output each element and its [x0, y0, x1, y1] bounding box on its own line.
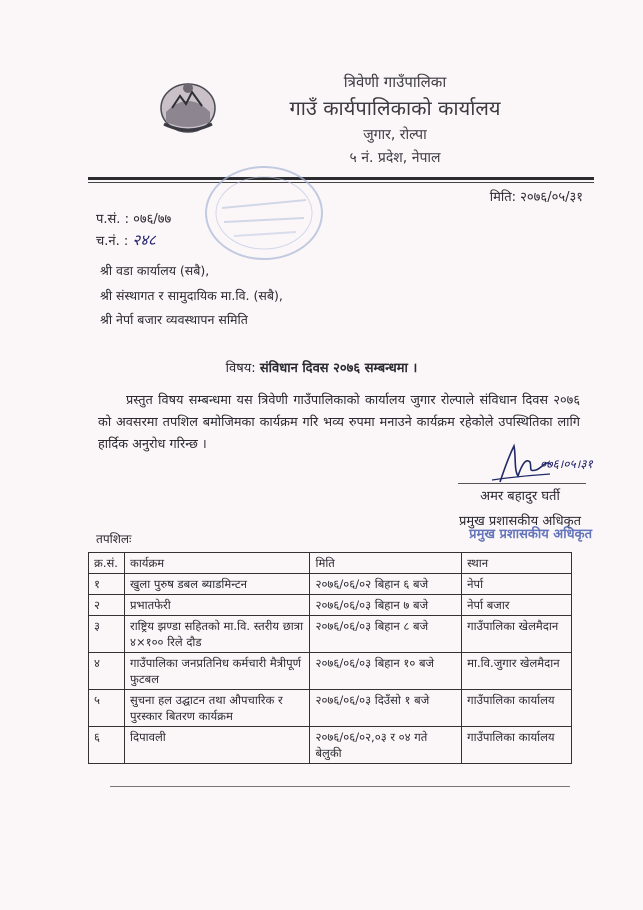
letter-date: मिति: २०७६/०५/३१: [489, 190, 583, 205]
recipient-2: श्री संस्थागत र सामुदायिक मा.वि. (सबै),: [100, 288, 283, 303]
patra-sankhya: प.सं. : ०७६/७७: [96, 212, 172, 227]
cell-venue: नेर्पा: [462, 574, 572, 595]
recipient-3: श्री नेर्पा बजार व्यवस्थापन समिति: [100, 312, 248, 327]
cell-serial: ३: [89, 616, 125, 653]
header-serial: क्र.सं.: [89, 553, 125, 574]
cell-date: २०७६/०६/०३ बिहान ७ बजे: [310, 595, 462, 616]
cell-venue: मा.वि.जुगार खेलमैदान: [462, 653, 572, 690]
cell-date: २०७६/०६/०३ बिहान १० बजे: [310, 653, 462, 690]
signature-date: ०७६।०५।३१: [540, 457, 593, 471]
table-row: [89, 616, 572, 653]
table-row: [89, 690, 572, 727]
cell-serial: ४: [89, 653, 125, 690]
recipient-1: श्री वडा कार्यालय (सबै),: [100, 263, 210, 278]
table-row: [89, 574, 572, 595]
cell-program: सुचना हल उद्घाटन तथा औपचारिक र पुरस्कार बितरण कार्यक्रम: [124, 690, 309, 727]
header-divider: [88, 177, 594, 180]
subject-text: संविधान दिवस २०७६ सम्बन्धमा ।: [259, 361, 418, 376]
cell-date: २०७६/०६/०३ दिउँसो १ बजे: [310, 690, 462, 727]
designation-stamp: प्रमुख प्रशासकीय अधिकृत: [469, 527, 592, 542]
cell-serial: ५: [89, 690, 125, 727]
cell-serial: ६: [89, 727, 125, 764]
letterhead-office: गाउँ कार्यपालिकाको कार्यालय: [289, 96, 501, 120]
schedule-table: [88, 552, 572, 764]
cell-serial: २: [89, 595, 125, 616]
office-stamp-icon: [200, 160, 328, 266]
cell-venue: नेर्पा बजार: [462, 595, 572, 616]
table-row: [89, 653, 572, 690]
letterhead-municipality: त्रिवेणी गाउँपालिका: [343, 73, 447, 91]
cell-program: खुला पुरुष डबल ब्याडमिन्टन: [124, 574, 309, 595]
header-date: मिति: [310, 553, 462, 574]
signatory-title: प्रमुख प्रशासकीय अधिकृत: [458, 514, 582, 529]
table-row: [89, 727, 572, 764]
table-header-row: [89, 553, 572, 574]
chalani-number-row: [96, 230, 156, 250]
schedule-label: तपशिलः: [96, 532, 132, 546]
chalani-number: २४८: [132, 231, 156, 249]
letterhead-province: ५ नं. प्रदेश, नेपाल: [349, 150, 441, 166]
cell-program: राष्ट्रिय झण्डा सहितको मा.वि. स्तरीय छात्रा ४×१०० रिले दौड: [124, 616, 309, 653]
table-row: [89, 595, 572, 616]
cell-date: २०७६/०६/०२ बिहान ६ बजे: [310, 574, 462, 595]
letter-subject: [0, 358, 643, 376]
cell-venue: गाउँपालिका कार्यालय: [462, 690, 572, 727]
cell-venue: गाउँपालिका खेलमैदान: [462, 616, 572, 653]
cell-program: गाउँपालिका जनप्रतिनिध कर्मचारी मैत्रीपूर्ण फुटबल: [124, 653, 309, 690]
cell-venue: गाउँपालिका कार्यालय: [462, 727, 572, 764]
header-venue: स्थान: [462, 553, 572, 574]
signatory-name: अमर बहादुर घर्ती: [480, 489, 560, 504]
cell-program: दिपावली: [124, 727, 309, 764]
footer-divider: [110, 786, 570, 787]
signature-line: [458, 483, 586, 484]
header-divider-thin: [88, 182, 594, 183]
header-program: कार्यक्रम: [124, 553, 309, 574]
letter-body: प्रस्तुत विषय सम्बन्धमा यस त्रिवेणी गाउँपालिकाको कार्यालय जुगार रोल्पाले संविधान दिवस २०७६ को अवसरमा तपशिल बमोजिमका कार्यक्रम गरि भव्य रुपमा मनाउने कार्यक्रम रहेकोले उपस्थितिका लागि हार्दिक अनुरोध गरिन्छ ।: [98, 393, 580, 452]
cell-program: प्रभातफेरी: [124, 595, 309, 616]
subject-prefix: विषय:: [225, 361, 256, 376]
chalani-label: च.नं. :: [96, 234, 129, 249]
cell-date: २०७६/०६/०३ बिहान ८ बजे: [310, 616, 462, 653]
cell-serial: १: [89, 574, 125, 595]
letterhead-location: जुगार, रोल्पा: [363, 127, 427, 143]
cell-date: २०७६/०६/०२,०३ र ०४ गते बेलुकी: [310, 727, 462, 764]
